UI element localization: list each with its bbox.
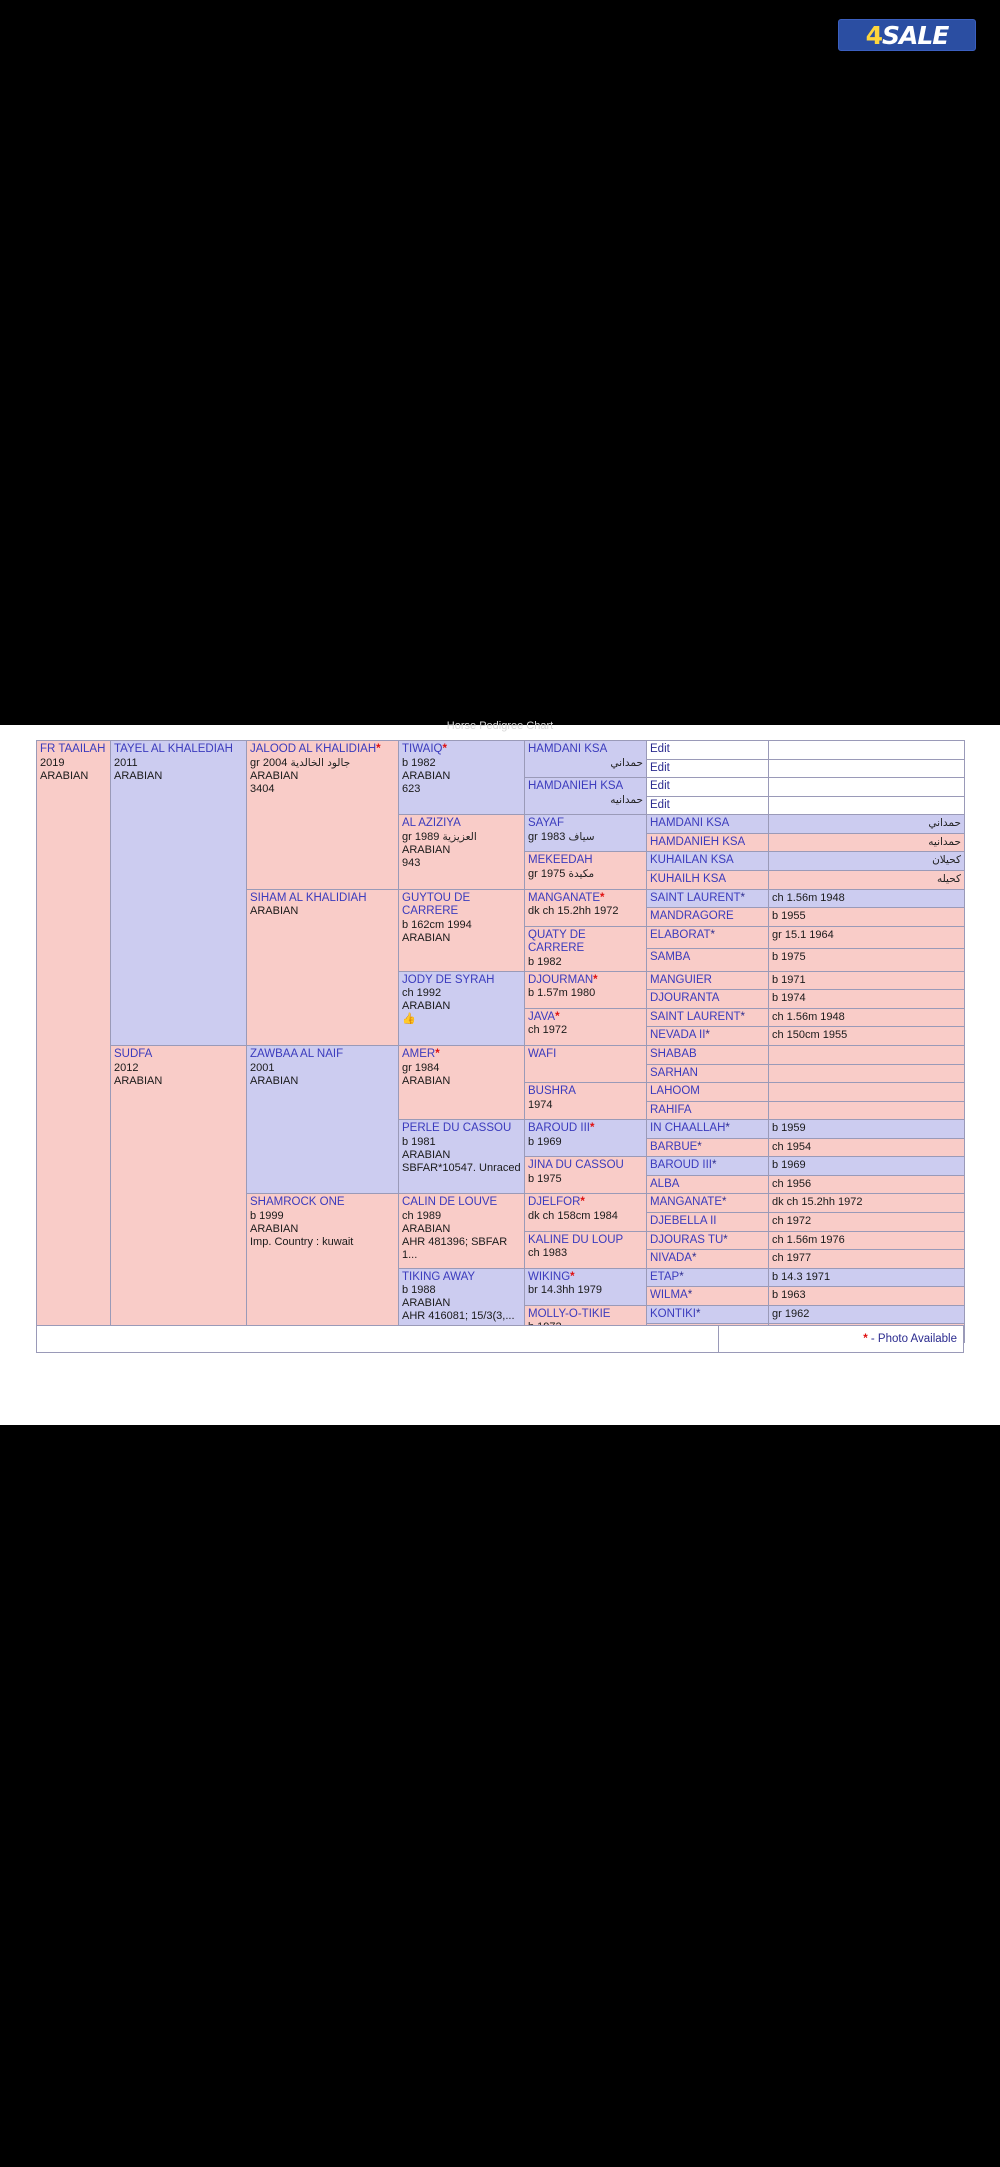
horse-name: BAROUD III* [528, 1122, 595, 1135]
photo-star: * [687, 1289, 693, 1302]
pedigree-cell-gen1-0[interactable] [37, 741, 111, 1343]
edit-link-1[interactable]: Edit [647, 741, 769, 760]
horse-color-year: b 1982 [402, 756, 436, 769]
pedigree-table [36, 740, 965, 1343]
photo-star: * [705, 1029, 710, 1042]
photo-star: * [376, 743, 381, 755]
horse-color-year: 1974 [528, 1098, 553, 1111]
pedigree-cell-gen6-24-detail: dk ch 15.2hh 1972 [769, 1194, 965, 1213]
photo-star: * [740, 891, 746, 904]
photo-star: * [679, 1270, 684, 1283]
logo-text-4: 4 [865, 20, 883, 50]
horse-breed: ARABIAN [402, 1000, 451, 1013]
horse-note: 👍 [402, 1013, 416, 1026]
horse-color-year: b 1.57m 1980 [528, 987, 596, 1000]
photo-star: * [570, 1270, 575, 1283]
pedigree-cell-gen4-6[interactable] [399, 1194, 525, 1268]
pedigree-cell-gen6-30-detail: gr 1962 [769, 1305, 965, 1324]
horse-name: HAMDANIEH KSA [528, 780, 624, 793]
horse-name-arabic: سياف [568, 830, 595, 843]
blank-cell-2 [769, 759, 965, 778]
table-row [37, 1045, 965, 1064]
horse-color-year: dk ch 15.2hh 1972 [528, 905, 619, 918]
pedigree-cell-gen6-25[interactable]: DJEBELLA II [647, 1213, 769, 1232]
horse-year: 2019 [40, 756, 65, 769]
pedigree-cell-gen4-3[interactable] [399, 971, 525, 1045]
horse-name: SIHAM AL KHALIDIAH [250, 891, 367, 904]
horse-color-year: ch 1972 [528, 1024, 568, 1037]
horse-breed: ARABIAN [114, 769, 163, 782]
horse-color-year: b 1982 [528, 955, 562, 968]
pedigree-cell-gen5-7[interactable] [525, 1008, 647, 1045]
horse-name: TAYEL AL KHALEDIAH [114, 743, 233, 755]
horse-breed: ARABIAN [114, 1074, 163, 1087]
pedigree-cell-gen6-30[interactable]: KONTIKI* [647, 1305, 769, 1324]
edit-link-2[interactable]: Edit [647, 759, 769, 778]
horse-name-arabic: حمدانيه [610, 793, 643, 806]
horse-color-year: gr 1984 [402, 1061, 440, 1074]
horse-meta-line: gr 2004 جالود الخالدية [250, 756, 351, 769]
pedigree-cell-gen6-22[interactable]: BAROUD III* [647, 1157, 769, 1176]
pedigree-cell-gen3-1[interactable] [247, 889, 399, 1045]
edit-link-4[interactable]: Edit [647, 796, 769, 815]
pedigree-cell-gen6-23[interactable]: ALBA [647, 1175, 769, 1194]
pedigree-cell-gen5-9[interactable] [525, 1083, 647, 1120]
pedigree-cell-gen6-11[interactable]: SAMBA [647, 949, 769, 972]
pedigree-cell-gen6-14-detail: ch 1.56m 1948 [769, 1008, 965, 1027]
horse-name: JODY DE SYRAH [402, 973, 495, 986]
horse-note: SBFAR*10547. Unraced [402, 1161, 521, 1174]
pedigree-cell-gen6-10-detail: gr 15.1 1964 [769, 926, 965, 949]
horse-name: DJOURMAN* [528, 973, 598, 986]
table-row [37, 741, 965, 760]
horse-name: KALINE DU LOUP [528, 1233, 624, 1246]
horse-color-year: ch 1989 [402, 1210, 442, 1223]
pedigree-cell-gen6-17[interactable]: SARHAN [647, 1064, 769, 1083]
pedigree-cell-gen3-0[interactable] [247, 741, 399, 890]
horse-breed: ARABIAN [250, 1223, 299, 1235]
horse-breed: ARABIAN [402, 1223, 451, 1235]
blank-cell-3 [769, 778, 965, 797]
photo-star: * [711, 1159, 717, 1172]
horse-note: AHR 481396; SBFAR 1... [402, 1235, 508, 1261]
photo-star: * [442, 743, 447, 755]
pedigree-cell-gen5-1[interactable] [525, 778, 647, 815]
horse-color-year: ch 1992 [402, 987, 442, 1000]
pedigree-cell-gen6-11-detail: b 1975 [769, 949, 965, 972]
pedigree-footer [36, 1325, 964, 1353]
horse-year: 2012 [114, 1061, 139, 1074]
page-title: Horse Pedigree Chart [446, 720, 554, 732]
horse-breed: ARABIAN [402, 844, 451, 857]
pedigree-cell-gen6-20[interactable]: IN CHAALLAH* [647, 1120, 769, 1139]
pedigree-cell-gen6-17-detail [769, 1064, 965, 1083]
4sale-logo [838, 19, 976, 51]
horse-name: QUATY DE CARRERE [528, 928, 586, 955]
pedigree-cell-gen6-19[interactable]: RAHIFA [647, 1101, 769, 1120]
horse-name: SHAMROCK ONE [250, 1196, 345, 1209]
pedigree-cell-gen5-0[interactable] [525, 741, 647, 778]
pedigree-cell-gen6-22-detail: b 1969 [769, 1157, 965, 1176]
horse-meta-line: gr 1975 مكيدة [528, 867, 595, 880]
photo-star: * [863, 1333, 868, 1345]
photo-star: * [580, 1196, 585, 1209]
horse-color-year: b 1975 [528, 1172, 562, 1185]
horse-name: TIKING AWAY [402, 1270, 476, 1283]
pedigree-cell-gen4-2[interactable] [399, 889, 525, 971]
horse-color-year: b 162cm 1994 [402, 918, 472, 931]
horse-name: AMER* [402, 1047, 440, 1060]
pedigree-cell-gen6-7[interactable]: KUHAILH KSA [647, 870, 769, 889]
horse-name: CALIN DE LOUVE [402, 1196, 498, 1209]
pedigree-cell-gen6-23-detail: ch 1956 [769, 1175, 965, 1194]
horse-import-country: Imp. Country : kuwait [250, 1235, 354, 1248]
photo-star: * [435, 1047, 440, 1060]
pedigree-cell-gen6-16-detail [769, 1045, 965, 1064]
pedigree-cell-gen5-6[interactable] [525, 971, 647, 1008]
pedigree-cell-gen3-3[interactable] [247, 1194, 399, 1343]
pedigree-cell-gen6-9[interactable]: MANDRAGORE [647, 908, 769, 927]
pedigree-cell-gen6-28-detail: b 14.3 1971 [769, 1268, 965, 1287]
pedigree-cell-gen5-4[interactable] [525, 889, 647, 926]
horse-name: FR TAAILAH [40, 743, 106, 755]
horse-reg: 3404 [250, 783, 275, 796]
pedigree-cell-gen6-8[interactable]: SAINT LAURENT* [647, 889, 769, 908]
pedigree-cell-gen6-7-detail: كحيله [769, 870, 965, 889]
pedigree-cell-gen6-26-detail: ch 1.56m 1976 [769, 1231, 965, 1250]
horse-color-year: b 1999 [250, 1210, 284, 1223]
pedigree-cell-gen5-5[interactable] [525, 926, 647, 971]
pedigree-cell-gen4-0[interactable] [399, 741, 525, 815]
pedigree-cell-gen6-13[interactable]: DJOURANTA [647, 990, 769, 1009]
horse-color-year: b 1969 [528, 1135, 562, 1148]
pedigree-cell-gen6-8-detail: ch 1.56m 1948 [769, 889, 965, 908]
horse-name: JALOOD AL KHALIDIAH* [250, 743, 381, 755]
horse-year: 2011 [114, 756, 138, 769]
horse-breed: ARABIAN [402, 769, 451, 782]
pedigree-cell-gen6-21[interactable]: BARBUE* [647, 1138, 769, 1157]
photo-star: * [600, 891, 605, 904]
horse-name: ZAWBAA AL NAIF [250, 1047, 344, 1060]
horse-name: MANGANATE* [528, 891, 605, 904]
pedigree-cell-gen6-24[interactable]: MANGANATE* [647, 1194, 769, 1213]
pedigree-cell-gen6-25-detail: ch 1972 [769, 1213, 965, 1232]
horse-reg: 623 [402, 782, 421, 795]
pedigree-cell-gen6-4-detail: حمداني [769, 815, 965, 834]
photo-star: * [555, 1010, 560, 1023]
horse-name-arabic: جالود الخالدية [290, 756, 351, 769]
horse-color-year: dk ch 158cm 1984 [528, 1210, 618, 1223]
pedigree-cell-gen2-1[interactable] [111, 1045, 247, 1342]
pedigree-cell-gen5-13[interactable] [525, 1231, 647, 1268]
horse-name-arabic: مكيدة [568, 867, 595, 880]
horse-name: JINA DU CASSOU [528, 1159, 624, 1172]
horse-name: PERLE DU CASSOU [402, 1122, 512, 1135]
photo-star: * [722, 1196, 727, 1209]
horse-name: WAFI [528, 1047, 557, 1060]
blank-cell-4 [769, 796, 965, 815]
horse-note: AHR 416081; 15/3(3,... [402, 1310, 515, 1323]
pedigree-cell-gen6-18[interactable]: LAHOOM [647, 1083, 769, 1102]
pedigree-cell-gen2-0[interactable] [111, 741, 247, 1046]
pedigree-cell-gen5-12[interactable] [525, 1194, 647, 1231]
pedigree-cell-gen6-5[interactable]: HAMDANIEH KSA [647, 833, 769, 852]
horse-breed: ARABIAN [250, 770, 299, 783]
horse-breed: ARABIAN [402, 931, 451, 944]
horse-name: MEKEEDAH [528, 854, 593, 867]
pedigree-cell-gen6-14[interactable]: SAINT LAURENT* [647, 1008, 769, 1027]
horse-reg: 943 [402, 857, 421, 870]
pedigree-cell-gen6-4[interactable]: HAMDANI KSA [647, 815, 769, 834]
horse-name-arabic: العزيزية [442, 830, 477, 843]
photo-star: * [710, 928, 715, 941]
pedigree-cell-gen6-27-detail: ch 1977 [769, 1250, 965, 1269]
pedigree-cell-gen4-4[interactable] [399, 1045, 525, 1119]
photo-star: * [589, 1122, 595, 1135]
pedigree-chart [36, 740, 964, 1343]
pedigree-cell-gen6-6[interactable]: KUHAILAN KSA [647, 852, 769, 871]
horse-name-arabic: حمداني [610, 756, 643, 769]
horse-breed: ARABIAN [402, 1074, 451, 1087]
blank-cell-1 [769, 741, 965, 760]
pedigree-cell-gen5-2[interactable] [525, 815, 647, 852]
pedigree-cell-gen3-2[interactable] [247, 1045, 399, 1194]
pedigree-cell-gen6-18-detail [769, 1083, 965, 1102]
horse-meta-line: gr 1983 سياف [528, 830, 595, 843]
horse-name: WIKING* [528, 1270, 575, 1283]
photo-available-legend [719, 1326, 963, 1352]
horse-name: SAYAF [528, 817, 564, 830]
pedigree-cell-gen5-3[interactable] [525, 852, 647, 889]
pedigree-cell-gen5-14[interactable] [525, 1268, 647, 1305]
horse-meta-line: gr 1989 العزيزية [402, 830, 477, 843]
horse-name: GUYTOU DE CARRERE [402, 891, 471, 918]
photo-star: * [740, 1010, 746, 1023]
photo-star: * [593, 973, 598, 986]
pedigree-cell-gen6-15-detail: ch 150cm 1955 [769, 1027, 965, 1046]
pedigree-cell-gen5-8[interactable] [525, 1045, 647, 1082]
pedigree-cell-gen6-16[interactable]: SHABAB [647, 1045, 769, 1064]
photo-star: * [691, 1252, 697, 1265]
pedigree-cell-gen6-27[interactable]: NIVADA* [647, 1250, 769, 1269]
pedigree-cell-gen6-21-detail: ch 1954 [769, 1138, 965, 1157]
horse-name: TIWAIQ* [402, 743, 447, 755]
horse-breed: ARABIAN [40, 769, 89, 782]
horse-color-year: br 14.3hh 1979 [528, 1284, 603, 1297]
photo-star: * [696, 1307, 701, 1320]
pedigree-cell-gen6-15[interactable]: NEVADA II* [647, 1027, 769, 1046]
photo-star: * [723, 1233, 728, 1246]
pedigree-cell-gen6-13-detail: b 1974 [769, 990, 965, 1009]
horse-breed: ARABIAN [402, 1297, 451, 1310]
pedigree-cell-gen4-1[interactable] [399, 815, 525, 889]
pedigree-cell-gen6-19-detail [769, 1101, 965, 1120]
horse-color-year: b 1981 [402, 1135, 436, 1148]
pedigree-cell-gen6-10[interactable]: ELABORAT* [647, 926, 769, 949]
horse-breed: ARABIAN [402, 1148, 451, 1161]
horse-color-year: b 1988 [402, 1284, 436, 1297]
edit-link-3[interactable]: Edit [647, 778, 769, 797]
pedigree-cell-gen6-20-detail: b 1959 [769, 1120, 965, 1139]
horse-name: DJELFOR* [528, 1196, 585, 1209]
horse-name: MOLLY-O-TIKIE [528, 1307, 611, 1320]
pedigree-cell-gen5-11[interactable] [525, 1157, 647, 1194]
pedigree-cell-gen6-29-detail: b 1963 [769, 1287, 965, 1306]
pedigree-cell-gen6-6-detail: كحيلان [769, 852, 965, 871]
horse-year: 2001 [250, 1061, 275, 1074]
horse-breed: ARABIAN [250, 1074, 299, 1087]
horse-name: AL AZIZIYA [402, 817, 461, 830]
horse-name: BUSHRA [528, 1085, 576, 1098]
pedigree-cell-gen6-29[interactable]: WILMA* [647, 1287, 769, 1306]
document-page [0, 720, 1000, 1425]
pedigree-cell-gen6-28[interactable]: ETAP* [647, 1268, 769, 1287]
pedigree-cell-gen6-9-detail: b 1955 [769, 908, 965, 927]
pedigree-cell-gen4-5[interactable] [399, 1120, 525, 1194]
pedigree-cell-gen5-10[interactable] [525, 1120, 647, 1157]
horse-name: JAVA* [528, 1010, 560, 1023]
pedigree-cell-gen6-5-detail: حمدانيه [769, 833, 965, 852]
horse-breed: ARABIAN [250, 905, 299, 918]
pedigree-cell-gen6-26[interactable]: DJOURAS TU* [647, 1231, 769, 1250]
photo-star: * [725, 1122, 730, 1135]
pedigree-cell-gen6-12-detail: b 1971 [769, 971, 965, 990]
pedigree-cell-gen6-12[interactable]: MANGUIER [647, 971, 769, 990]
logo-text-sale: SALE [882, 20, 949, 50]
footer-spacer [37, 1326, 719, 1352]
photo-available-text: - Photo Available [870, 1333, 957, 1345]
horse-name: HAMDANI KSA [528, 743, 608, 755]
horse-color-year: ch 1983 [528, 1247, 568, 1260]
horse-name: SUDFA [114, 1047, 153, 1060]
photo-star: * [697, 1140, 702, 1153]
